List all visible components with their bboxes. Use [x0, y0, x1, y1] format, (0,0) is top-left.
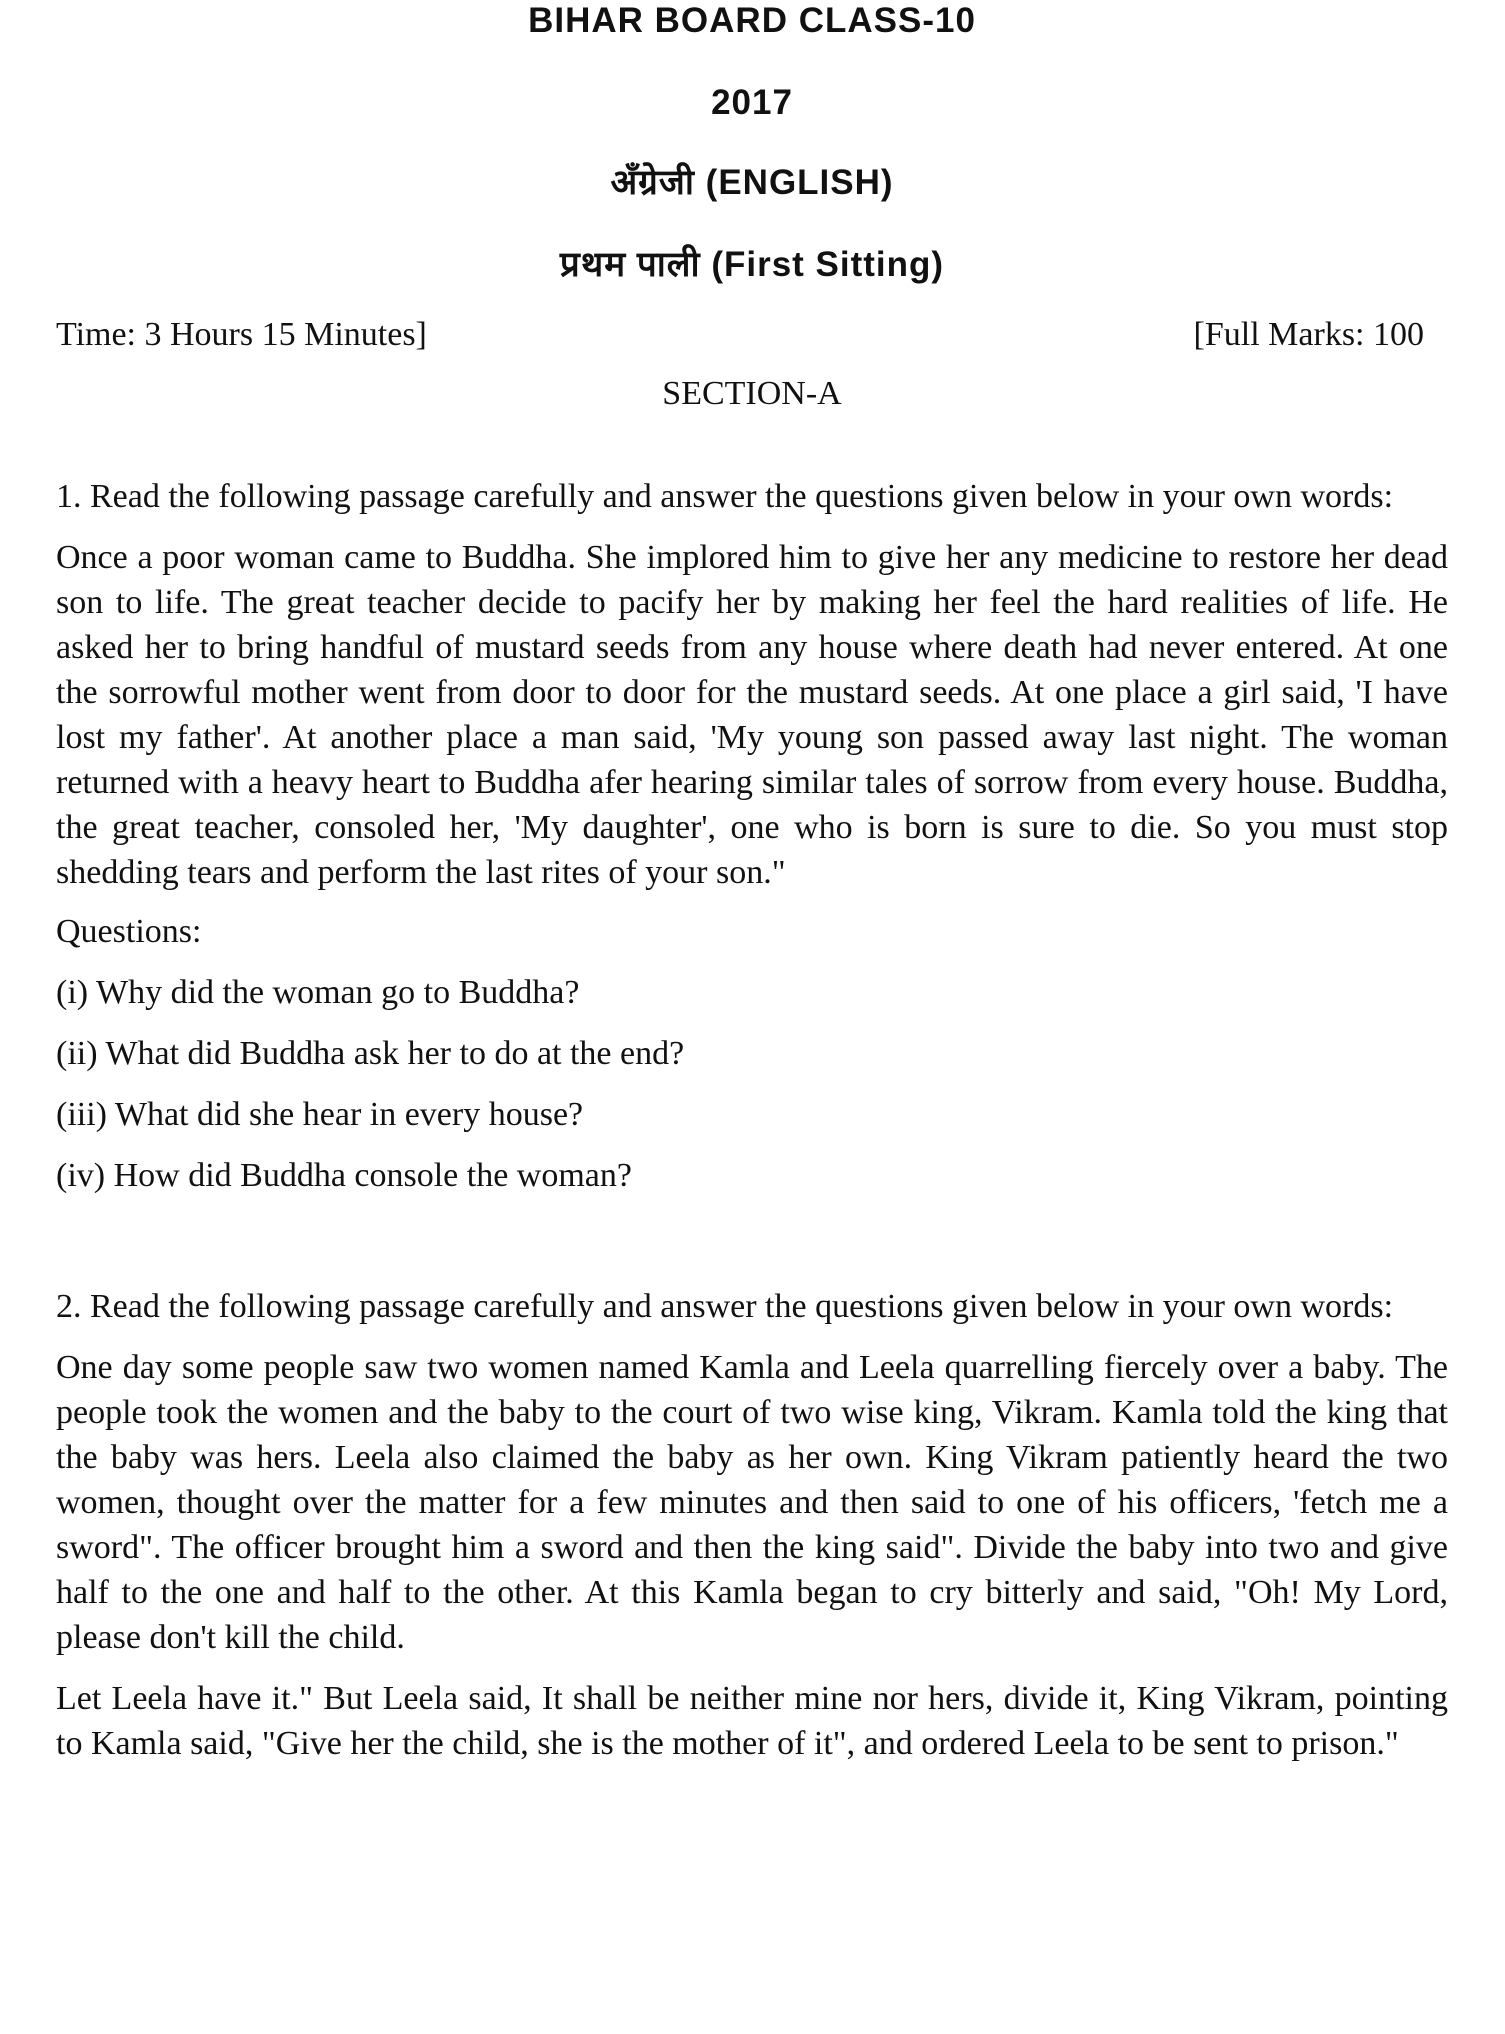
question-2-heading: 2. Read the following passage carefully and answer the questions given below in your own words:: [56, 1288, 1394, 1325]
sitting-title: प्रथम पाली (First Sitting): [559, 245, 945, 284]
exam-year: 2017: [711, 83, 793, 122]
full-marks: [Full Marks: 100: [1193, 316, 1424, 353]
subject-title: अँग्रेजी (ENGLISH): [610, 163, 894, 202]
sub-question: (iii) What did she hear in every house?: [56, 1096, 584, 1133]
question-1-heading: 1. Read the following passage carefully and answer the questions given below in your own words:: [56, 478, 1394, 515]
exam-time: Time: 3 Hours 15 Minutes]: [56, 316, 427, 353]
time-marks-row: [56, 312, 1424, 357]
sub-question: (iv) How did Buddha console the woman?: [56, 1157, 632, 1194]
questions-label: Questions:: [56, 913, 202, 950]
question-2-passage: One day some people saw two women named Kamla and Leela quarrelling fiercely over a baby. The people took the women and the baby to the court of two wise king, Vikram. Kamla told the king that the baby was hers. Leela also claimed the baby as her own. King Vikram patiently heard the two women, thought over the matter for a few minutes and then said to one of his officers, 'fetch me a sword". The officer brought him a sword and then the king said". Divide the baby into two and give half to the one and half to the other. At this Kamla began to cry bitterly and said, "Oh! My Lord, please don't kill the child.: [56, 1349, 1448, 1656]
exam-page: [56, 0, 1448, 1766]
board-title: BIHAR BOARD CLASS-10: [528, 1, 976, 40]
sub-question: (i) Why did the woman go to Buddha?: [56, 974, 580, 1011]
question-2-passage-continued: Let Leela have it." But Leela said, It shall be neither mine nor hers, divide it, King Vikram, pointing to Kamla said, "Give her the child, she is the mother of it", and ordered Leela to be sent to prison.": [56, 1680, 1448, 1762]
sub-question: (ii) What did Buddha ask her to do at the end?: [56, 1035, 685, 1072]
section-title: SECTION-A: [662, 375, 842, 412]
question-1-passage: Once a poor woman came to Buddha. She implored him to give her any medicine to restore her dead son to life. The great teacher decide to pacify her by making her feel the hard realities of life. He asked her to bring handful of mustard seeds from any house where death had never entered. At one the sorrowful mother went from door to door for the mustard seeds. At one place a girl said, 'I have lost my father'. At another place a man said, 'My young son passed away last night. The woman returned with a heavy heart to Buddha afer hearing similar tales of sorrow from every house. Buddha, the great teacher, consoled her, 'My daughter', one who is born is sure to die. So you must stop shedding tears and perform the last rites of your son.": [56, 539, 1448, 891]
